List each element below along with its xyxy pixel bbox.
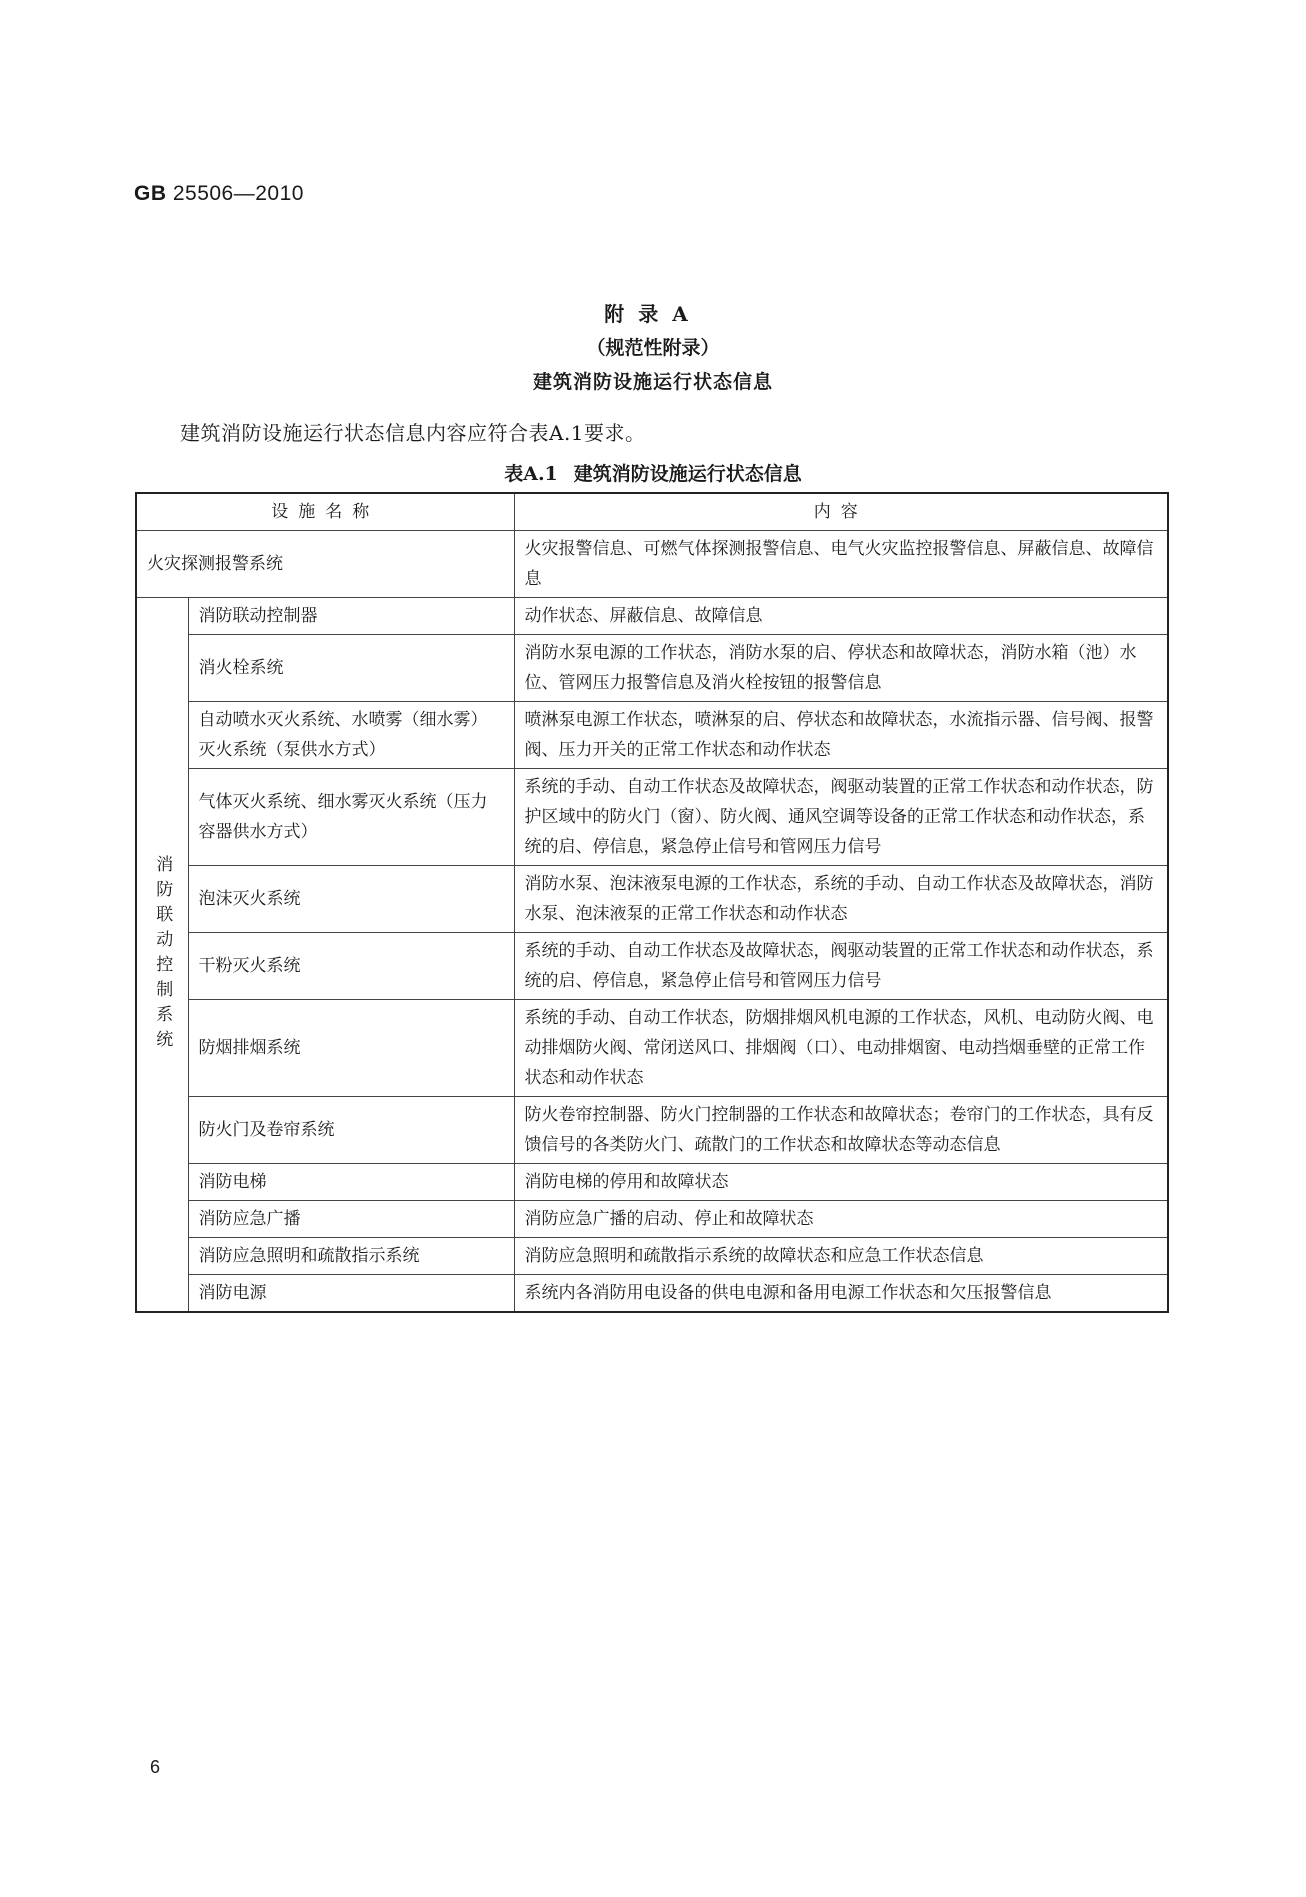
table-row bbox=[136, 598, 1168, 635]
facility-name: 干粉灭火系统 bbox=[188, 933, 514, 1000]
facility-content: 系统的手动、自动工作状态及故障状态，阀驱动装置的正常工作状态和动作状态，防护区域中的防火门（窗）、防火阀、通风空调等设备的正常工作状态和动作状态，系统的启、停信息，紧急停止信号和管网压力信号 bbox=[514, 769, 1168, 866]
column-header-name: 设施名称 bbox=[136, 493, 514, 531]
table-row bbox=[136, 1238, 1168, 1275]
intro-paragraph: 建筑消防设施运行状态信息内容应符合表A.1要求。 bbox=[180, 421, 646, 445]
table-title: 建筑消防设施运行状态信息 bbox=[573, 463, 802, 485]
facility-content: 消防电梯的停用和故障状态 bbox=[514, 1164, 1168, 1201]
facility-name: 消防应急照明和疏散指示系统 bbox=[188, 1238, 514, 1275]
standard-prefix: GB bbox=[134, 182, 167, 205]
facility-name: 火灾探测报警系统 bbox=[136, 531, 514, 598]
facility-content: 系统的手动、自动工作状态，防烟排烟风机电源的工作状态，风机、电动防火阀、电动排烟防火阀、常闭送风口、排烟阀（口）、电动排烟窗、电动挡烟垂壁的正常工作状态和动作状态 bbox=[514, 1000, 1168, 1097]
table-row bbox=[136, 866, 1168, 933]
appendix-title: 附录A bbox=[604, 302, 702, 326]
table-row bbox=[136, 702, 1168, 769]
table-number: 表A.1 bbox=[504, 463, 558, 485]
table-row bbox=[136, 1201, 1168, 1238]
standard-code bbox=[134, 182, 304, 206]
table-row bbox=[136, 933, 1168, 1000]
facility-content: 消防应急广播的启动、停止和故障状态 bbox=[514, 1201, 1168, 1238]
table-row bbox=[136, 635, 1168, 702]
facility-content: 喷淋泵电源工作状态，喷淋泵的启、停状态和故障状态，水流指示器、信号阀、报警阀、压力开关的正常工作状态和动作状态 bbox=[514, 702, 1168, 769]
facility-name: 防烟排烟系统 bbox=[188, 1000, 514, 1097]
facility-name: 消火栓系统 bbox=[188, 635, 514, 702]
facility-name: 自动喷水灭火系统、水喷雾（细水雾）灭火系统（泵供水方式） bbox=[188, 702, 514, 769]
facility-name: 消防联动控制器 bbox=[188, 598, 514, 635]
facility-content: 消防水泵、泡沫液泵电源的工作状态，系统的手动、自动工作状态及故障状态，消防水泵、泡沫液泵的正常工作状态和动作状态 bbox=[514, 866, 1168, 933]
facility-content: 系统的手动、自动工作状态及故障状态，阀驱动装置的正常工作状态和动作状态，系统的启、停信息，紧急停止信号和管网压力信号 bbox=[514, 933, 1168, 1000]
column-header-content: 内容 bbox=[514, 493, 1168, 531]
appendix-heading: 建筑消防设施运行状态信息 bbox=[532, 371, 773, 393]
facility-content: 消防水泵电源的工作状态，消防水泵的启、停状态和故障状态，消防水箱（池）水位、管网压力报警信息及消火栓按钮的报警信息 bbox=[514, 635, 1168, 702]
table-row bbox=[136, 1275, 1168, 1313]
table-row bbox=[136, 769, 1168, 866]
facility-name: 消防电梯 bbox=[188, 1164, 514, 1201]
page-number: 6 bbox=[150, 1757, 161, 1777]
facility-name: 泡沫灭火系统 bbox=[188, 866, 514, 933]
facility-content: 消防应急照明和疏散指示系统的故障状态和应急工作状态信息 bbox=[514, 1238, 1168, 1275]
facility-name: 防火门及卷帘系统 bbox=[188, 1097, 514, 1164]
table-row bbox=[136, 1097, 1168, 1164]
table-caption bbox=[0, 459, 1306, 486]
facility-content: 系统内各消防用电设备的供电电源和备用电源工作状态和欠压报警信息 bbox=[514, 1275, 1168, 1313]
group-label: 消防联动控制系统 bbox=[136, 598, 188, 1313]
table-row bbox=[136, 1000, 1168, 1097]
facility-name: 气体灭火系统、细水雾灭火系统（压力容器供水方式） bbox=[188, 769, 514, 866]
table-header-row bbox=[136, 493, 1168, 531]
table-row bbox=[136, 1164, 1168, 1201]
appendix-subtitle: （规范性附录） bbox=[586, 337, 720, 359]
standard-number: 25506—2010 bbox=[172, 182, 304, 205]
facility-content: 防火卷帘控制器、防火门控制器的工作状态和故障状态；卷帘门的工作状态，具有反馈信号的各类防火门、疏散门的工作状态和故障状态等动态信息 bbox=[514, 1097, 1168, 1164]
facility-content: 火灾报警信息、可燃气体探测报警信息、电气火灾监控报警信息、屏蔽信息、故障信息 bbox=[514, 531, 1168, 598]
table-row bbox=[136, 531, 1168, 598]
facility-name: 消防应急广播 bbox=[188, 1201, 514, 1238]
status-info-table bbox=[135, 492, 1169, 1313]
facility-content: 动作状态、屏蔽信息、故障信息 bbox=[514, 598, 1168, 635]
facility-name: 消防电源 bbox=[188, 1275, 514, 1313]
